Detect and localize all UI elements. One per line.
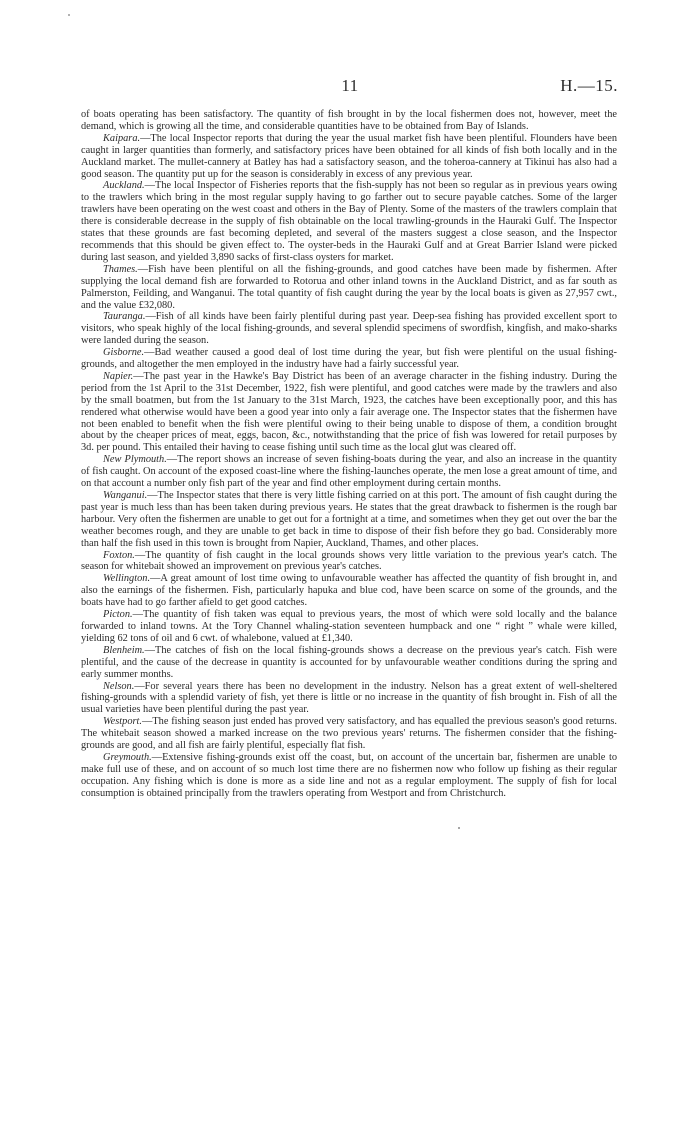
paragraph (81, 454, 617, 490)
place-name: Napier. (103, 370, 134, 382)
place-name: Greymouth. (103, 751, 152, 763)
place-name: Blenheim. (103, 644, 145, 656)
paragraph (81, 109, 617, 133)
paragraph (81, 133, 617, 181)
paragraph (81, 180, 617, 263)
paragraph (81, 645, 617, 681)
place-name: Wellington. (103, 573, 151, 585)
ink-speck (458, 827, 460, 829)
place-name: Tauranga. (103, 311, 146, 323)
paragraph (81, 573, 617, 609)
paragraph-text: —The Inspector states that there is very little fishing carried on at this port. The amount of fish caught during the past year is much less than has been taken during previous years. He states that the great drawback to fishermen is the rough bar harbour. Very often the fishermen are unable to get out for a fortnight at a time, and sometimes when they get out over the bar the weather becomes rough, and they are unable to get back in time to dispose of their fish before they go bad. Considerably more than half the fish used in this town is brought from Napier, Auckland, Thames, and other places. (81, 490, 617, 549)
place-name: Westport. (103, 716, 142, 728)
paragraph (81, 752, 617, 800)
paragraph (81, 609, 617, 645)
place-name: New Plymouth. (103, 454, 167, 466)
paragraph (81, 311, 617, 347)
paragraph (81, 550, 617, 574)
paragraph-text: —The local Inspector of Fisheries reports that the fish-supply has not been so regular as in previous years owing to the trawlers which bring in the most regular supply having to go farther out to secure payable catches. Some of the larger trawlers have been operating on the west coast and others in the Bay of Plenty. Some of the masters of the trawlers complain that there is considerable decrease in the supply of fish obtainable on the local trawling-grounds in the Hauraki Gulf. The Inspector states that these grounds are fast becoming depleted, and several of the masters suggest a close season, and the Inspector recommends that this should be given effect to. The oyster-beds in the Hauraki Gulf and at Great Barrier Island were picked during last season, and yielded 3,890 sacks of first-class oysters for market. (81, 180, 617, 263)
document-reference: H.—15. (560, 76, 618, 95)
paragraph (81, 490, 617, 550)
paragraph-text: —The local Inspector reports that during the year the usual market fish have been plentiful. Flounders have been caught in larger quantities than formerly, and satisfactory prices have been obtained for all kinds of fish both locally and in the Auckland market. The mullet-cannery at Batley has had a satisfactory season, and the toheroa-cannery at Tikinui has also had a good season. The quantity put up for the season is considerably in excess of any previous year. (81, 132, 617, 180)
paragraph-text: —The quantity of fish taken was equal to previous years, the most of which were sold locally and the balance forwarded to inland towns. At the Tory Channel whaling-station seventeen humpback and one “ right ” whale were killed, yielding 62 tons of oil and 6 cwt. of whalebone, valued at £1,340. (81, 609, 617, 644)
place-name: Nelson. (103, 680, 135, 692)
paragraph-text: of boats operating has been satisfactory. The quantity of fish brought in by the local fishermen does not, however, meet the demand, which is growing all the time, and considerable quantities have to be obtained from Bay of Islands. (81, 109, 617, 132)
paragraph-text: —Fish of all kinds have been fairly plentiful during past year. Deep-sea fishing has provided excellent sport to visitors, who speak highly of the local fishing-grounds, and several splendid specimens of swordfish, kingfish, and mako-sharks were landed during the season. (81, 311, 617, 347)
place-name: Picton. (103, 609, 133, 621)
place-name: Wanganui. (103, 490, 148, 501)
paragraph-text: —The past year in the Hawke's Bay District has been of an average character in the fishing industry. During the period from the 1st April to the 31st December, 1922, fish were plentiful, and good catches were made by the trawlers and also by the small boatmen, but from the 1st January to the 31st March, 1923, the catches have been exceptionally poor, and this has rendered what otherwise would have been a good year into only a fair average one. The Inspector states that the fishermen have not been enabled to benefit when the fish were plentiful owing to their being unable to dispose of them, a condition brought about by the cheaper prices of meat, eggs, bacon, &c., notwithstanding that the price of fish was lowered for retail purposes by 3d. per pound. This entailed their having to cease fishing until such time as the local glut was cleared off. (81, 370, 617, 454)
paragraph (81, 716, 617, 752)
paragraph-text: —A great amount of lost time owing to unfavourable weather has affected the quantity of fish brought in, and also the earnings of the fishermen. Fish, particularly hapuka and blue cod, have been scarce on some of the grounds, and the boats have had to go farther afield to get good catches. (81, 573, 617, 609)
paragraph (81, 681, 617, 717)
paragraph-text: —The fishing season just ended has proved very satisfactory, and has equalled the previous season's good returns. The whitebait season showed a marked increase on the two previous years' returns. The fishermen consider that the fishing-grounds are good, and all fish are fairly plentiful, especially flat fish. (81, 716, 617, 752)
paragraph-text: —Bad weather caused a good deal of lost time during the year, but fish were plentiful on the usual fishing-grounds, and altogether the men employed in the industry have had a fairly successful year. (81, 347, 617, 371)
paragraph-text: —The catches of fish on the local fishing-grounds shows a decrease on the previous year's catch. Fish were plentiful, and the cause of the decrease in quantity is accounted for by unfavourable weather conditions during the spring and early summer months. (81, 644, 617, 680)
paragraph (81, 347, 617, 371)
place-name: Auckland. (103, 180, 145, 192)
page-number: 11 (341, 76, 359, 95)
place-name: Foxton. (103, 549, 135, 561)
paragraph-text: —For several years there has been no development in the industry. Nelson has a great extent of well-sheltered fishing-grounds with a splendid variety of fish, yet there is little or no increase in the quantity of fish brought in. Fish of all the usual varieties have been plentiful during the past year. (81, 680, 617, 716)
paragraph-text: —The report shows an increase of seven fishing-boats during the year, and also an increase in the quantity of fish caught. On account of the exposed coast-line where the fishing-launches operate, the men lose a great amount of time, and on that account a number only fish part of the year and find other employment during certain months. (81, 454, 617, 490)
body-text (81, 109, 617, 800)
paragraph (81, 371, 617, 454)
margin-mark (68, 14, 70, 16)
place-name: Thames. (103, 263, 138, 275)
place-name: Gisborne. (103, 347, 145, 359)
paragraph-text: —Extensive fishing-grounds exist off the coast, but, on account of the uncertain bar, fishermen are unable to make full use of these, and on account of so much lost time there are no fishermen now who follow up fishing as their regular occupation. Any fishing which is done is more as a side line and not as a regular employment. The supply of fish for local consumption is obtained principally from the trawlers operating from Westport and from Christchurch. (81, 751, 617, 799)
paragraph (81, 264, 617, 312)
paragraph-text: —Fish have been plentiful on all the fishing-grounds, and good catches have been made by fishermen. After supplying the local demand fish are forwarded to Rotorua and other inland towns in the Auckland District, and as far south as Palmerston, Feilding, and Wanganui. The total quantity of fish caught during the year by the local boats is given as 27,957 cwt., and the value £32,080. (81, 263, 617, 311)
place-name: Kaipara. (103, 132, 141, 144)
paragraph-text: —The quantity of fish caught in the local grounds shows very little variation to the previous year's catch. The season for whitebait showed an improvement on previous year's catches. (81, 549, 617, 573)
